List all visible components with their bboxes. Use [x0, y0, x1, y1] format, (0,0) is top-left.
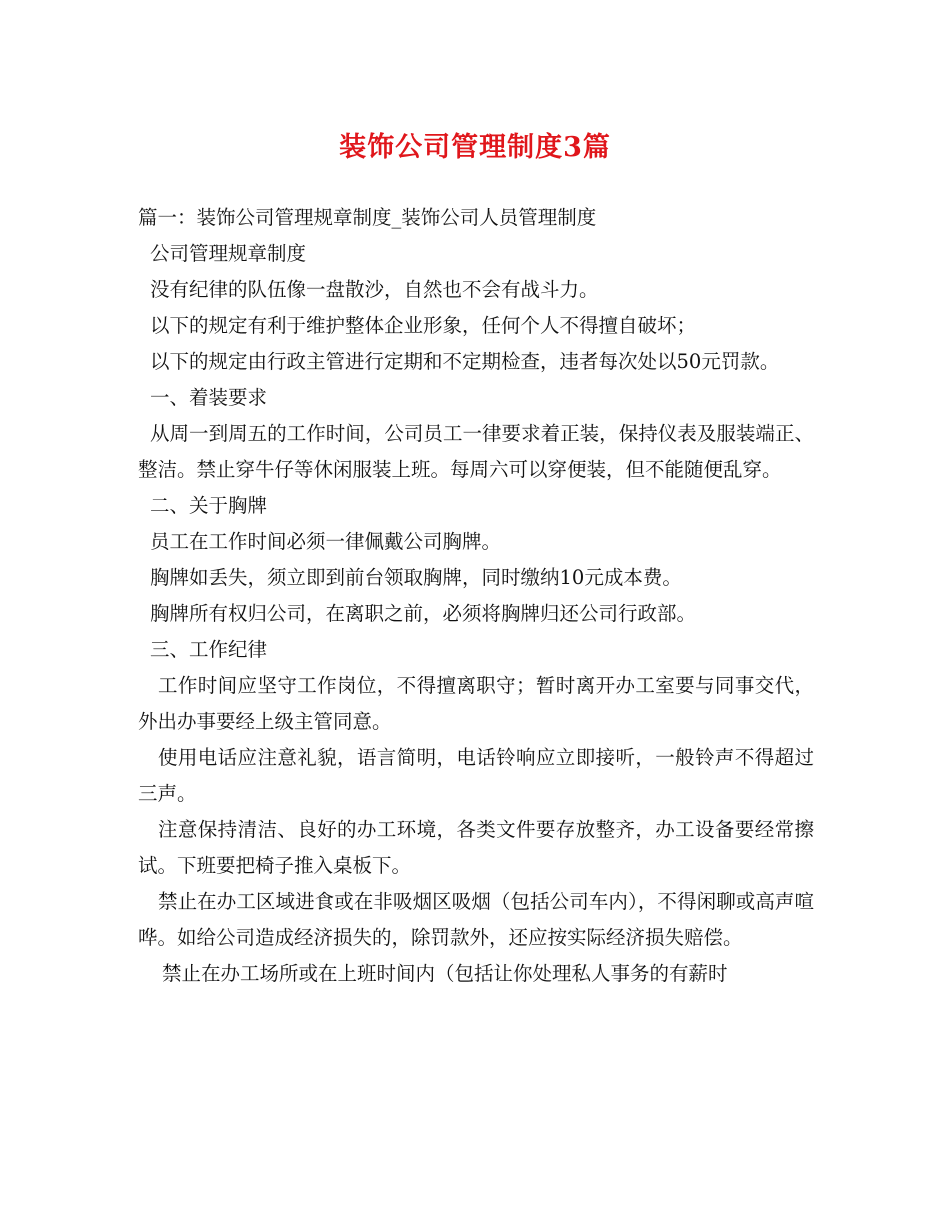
paragraph: 工作时间应坚守工作岗位，不得擅离职守；暂时离开办工室要与同事交代，外出办事要经上级主管同意。 [138, 674, 814, 733]
paragraph: 以下的规定由行政主管进行定期和不定期检查，违者每次处以50元罚款。 [150, 350, 780, 373]
paragraph: 以下的规定有利于维护整体企业形象，任何个人不得擅自破坏； [150, 314, 697, 337]
section-heading-part-one: 篇一：装饰公司管理规章制度_装饰公司人员管理制度 [138, 206, 597, 229]
paragraph: 没有纪律的队伍像一盘散沙，自然也不会有战斗力。 [150, 278, 599, 301]
document-title: 装饰公司管理制度3篇 [339, 132, 611, 163]
paragraph: 员工在工作时间必须一律佩戴公司胸牌。 [150, 530, 502, 553]
paragraph: 禁止在办工场所或在上班时间内（包括让你处理私人事务的有薪时 [162, 962, 728, 985]
document-body [138, 200, 814, 992]
paragraph: 胸牌所有权归公司，在离职之前，必须将胸牌归还公司行政部。 [150, 602, 697, 625]
paragraph: 从周一到周五的工作时间，公司员工一律要求着正装，保持仪表及服装端正、整洁。禁止穿牛仔等休闲服装上班。每周六可以穿便装，但不能随便乱穿。 [138, 422, 814, 481]
section-heading: 三、工作纪律 [150, 638, 268, 661]
paragraph: 禁止在办工区域进食或在非吸烟区吸烟（包括公司车内），不得闲聊或高声喧哗。如给公司造成经济损失的，除罚款外，还应按实际经济损失赔偿。 [138, 890, 814, 949]
paragraph: 公司管理规章制度 [150, 242, 307, 265]
paragraph: 使用电话应注意礼貌，语言简明，电话铃响应立即接听，一般铃声不得超过三声。 [138, 746, 814, 805]
section-heading: 二、关于胸牌 [150, 494, 268, 517]
paragraph: 注意保持清洁、良好的办工环境，各类文件要存放整齐，办工设备要经常擦试。下班要把椅子推入桌板下。 [138, 818, 814, 877]
section-heading: 一、着装要求 [150, 386, 268, 409]
paragraph: 胸牌如丢失，须立即到前台领取胸牌，同时缴纳10元成本费。 [150, 566, 682, 589]
